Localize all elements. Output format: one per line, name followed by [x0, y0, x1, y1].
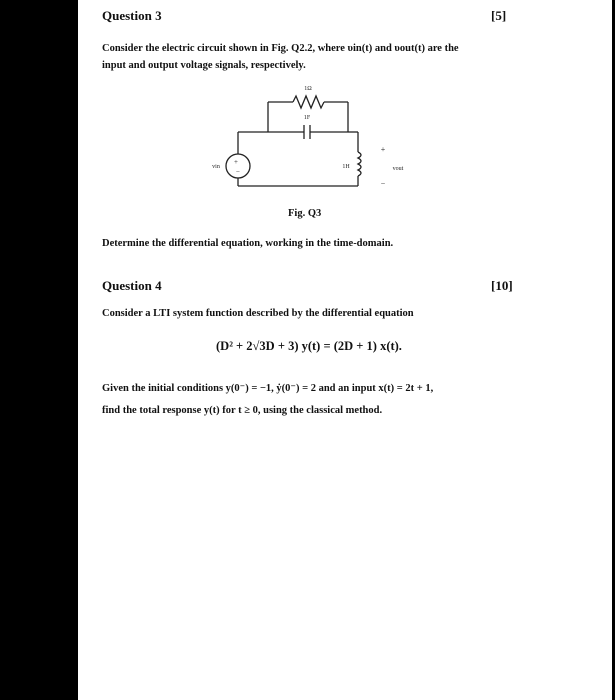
question3-line2: input and output voltage signals, respectively. — [102, 60, 306, 71]
question3-line1: Consider the electric circuit shown in Fig. Q2.2, where υin(t) and υout(t) are the — [102, 43, 459, 54]
source-plus: + — [234, 158, 238, 166]
document-page — [78, 0, 612, 700]
question3-title: Question 3 — [102, 8, 162, 23]
question4-task: find the total response y(t) for t ≥ 0, using the classical method. — [102, 405, 383, 416]
inductor-symbol — [358, 152, 361, 176]
question4-title: Question 4 — [102, 278, 162, 293]
question3-marks: [5] — [491, 8, 507, 23]
source-minus: − — [236, 168, 240, 176]
vout-plus: + — [380, 145, 386, 154]
question4-conditions: Given the initial conditions y(0⁻) = −1, ẏ(0⁻) = 2 and an input x(t) = 2t + 1, — [102, 383, 434, 394]
differential-equation: (D² + 2√3D + 3) y(t) = (2D + 1) x(t). — [216, 339, 402, 353]
vin-label: vin — [212, 164, 220, 170]
resistor-label: 1Ω — [304, 86, 312, 92]
capacitor-label: 1F — [303, 115, 311, 121]
question4-marks: [10] — [491, 278, 513, 293]
question3-instruction: Determine the differential equation, working in the time-domain. — [102, 238, 394, 249]
circuit-diagram — [198, 82, 418, 202]
vout-label: vout — [392, 166, 404, 172]
vout-minus: − — [380, 179, 386, 188]
inductor-label: 1H — [342, 164, 350, 170]
figure-caption: Fig. Q3 — [288, 208, 322, 219]
question4-intro: Consider a LTI system function described by the differential equation — [102, 308, 414, 319]
resistor-symbol — [293, 96, 324, 108]
